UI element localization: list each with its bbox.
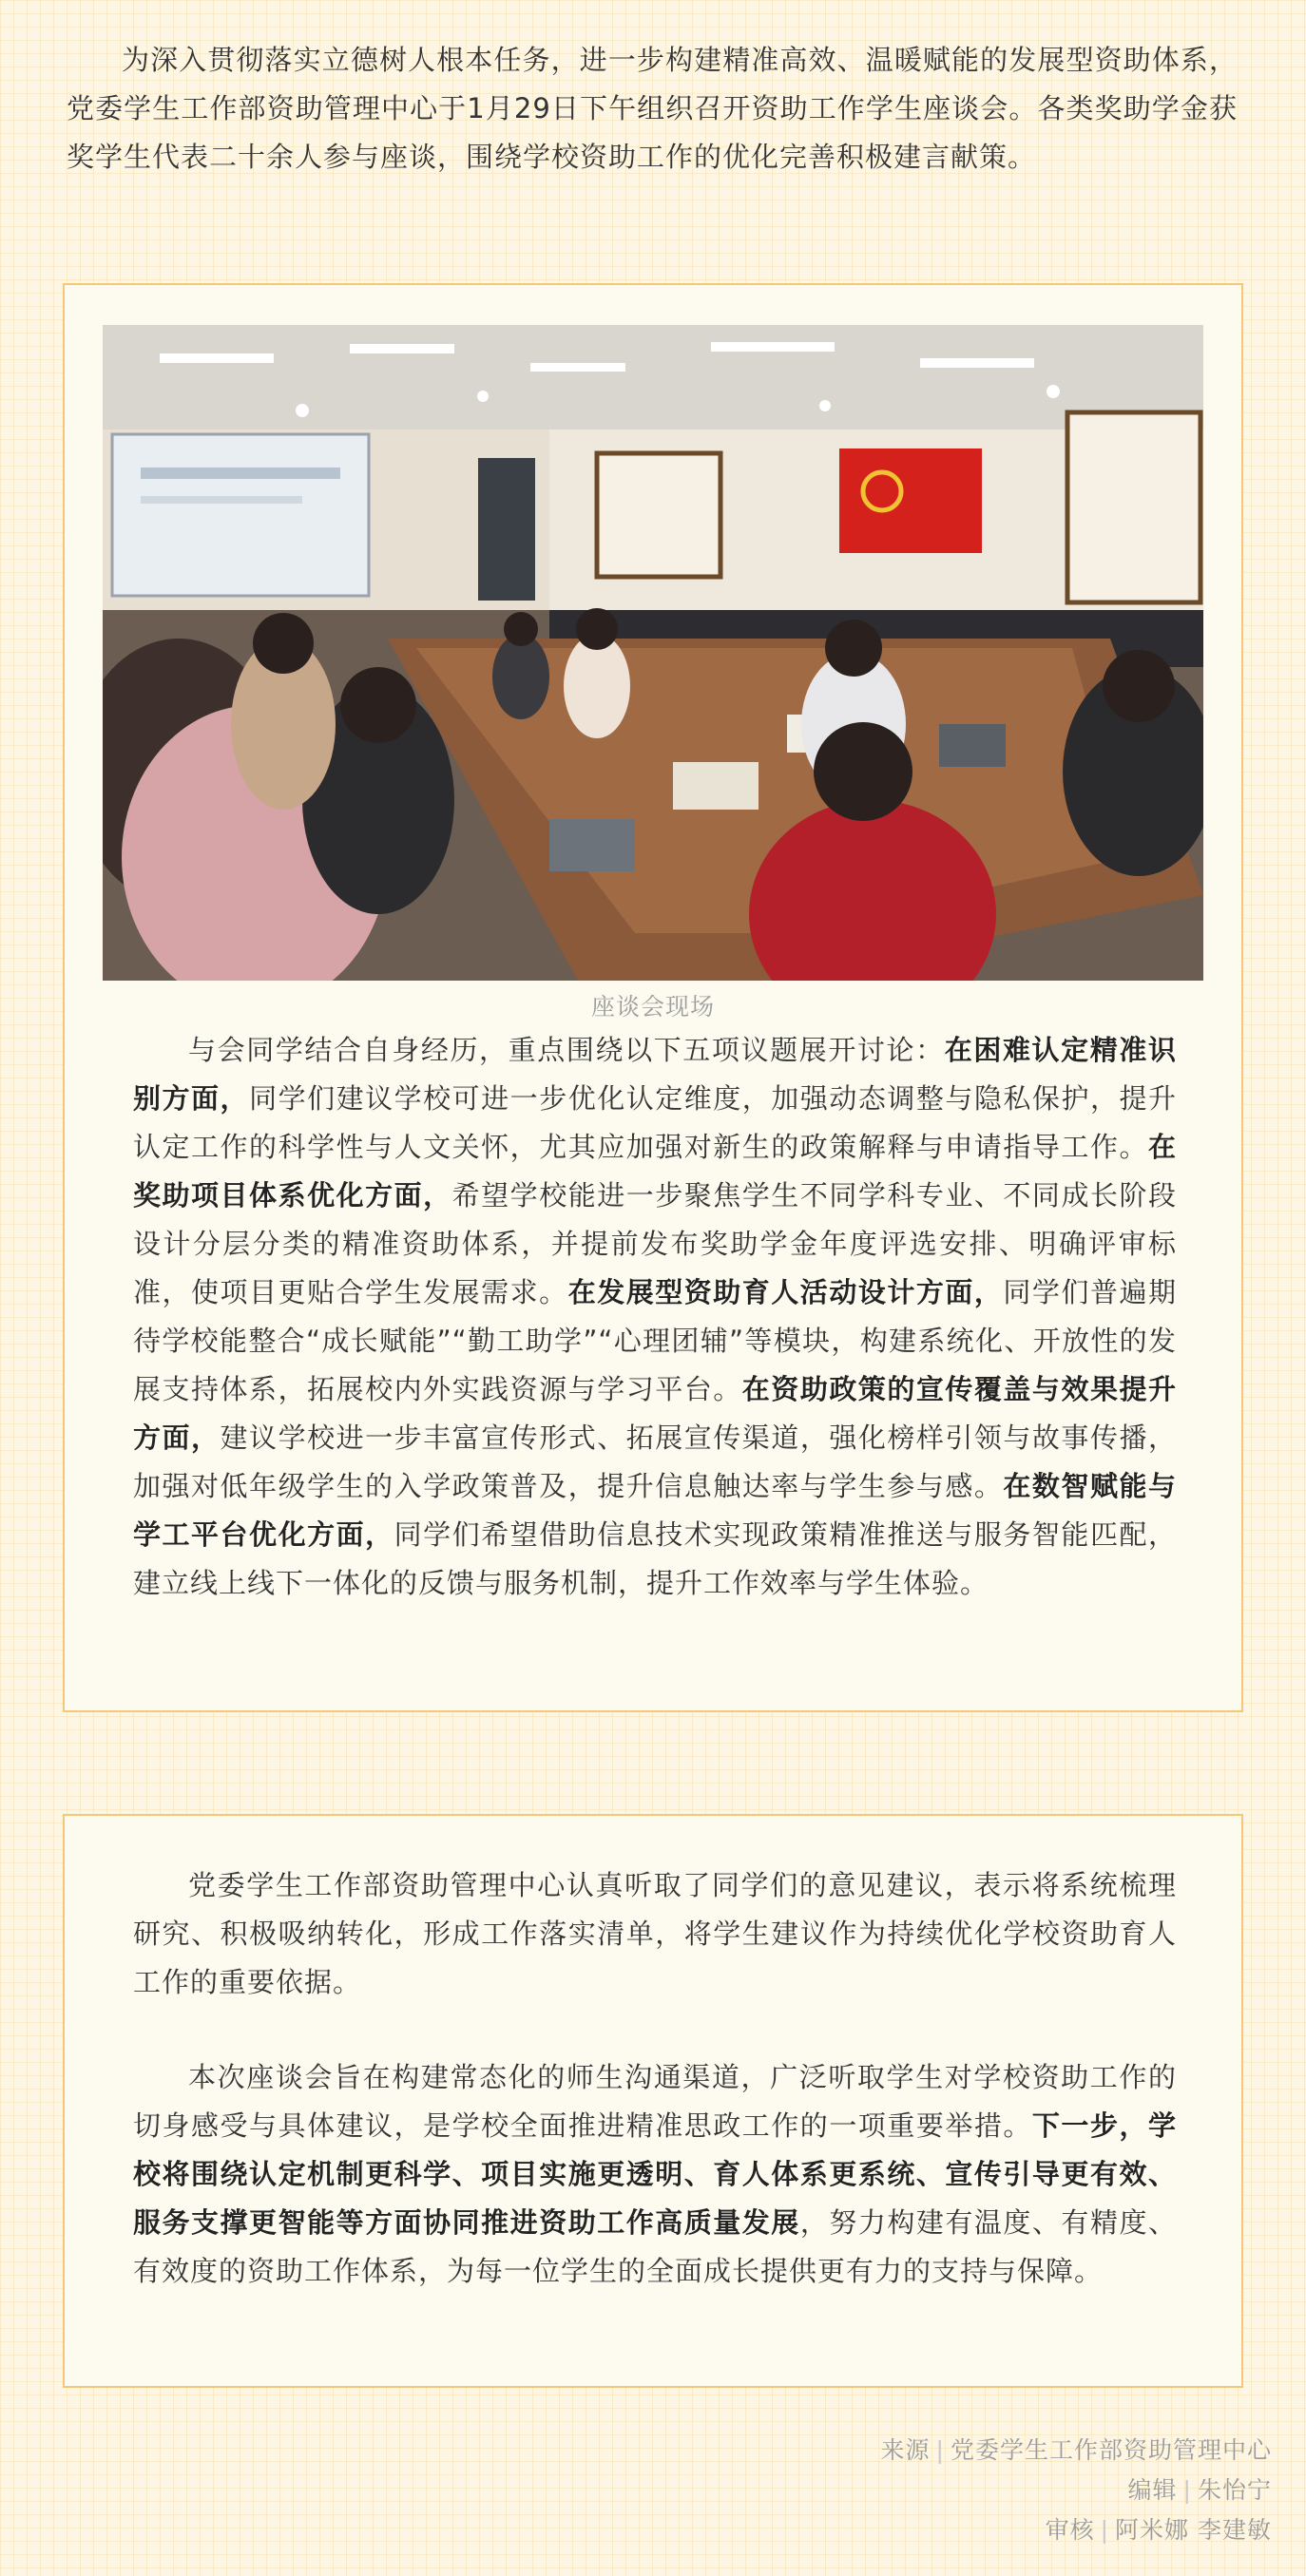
- closing-card: [63, 1814, 1243, 2388]
- topic-heading-program-system: 在奖助项目体系优化方面，: [133, 1131, 1177, 1212]
- credits: [881, 2431, 1272, 2550]
- topic-text-development-activities: 同学们普遍期待学校能整合“成长赋能”“勤工助学”“心理团辅”等模块，构建系统化、开放性的发展支持体系，拓展校内外实践资源与学习平台。: [133, 1276, 1177, 1405]
- credit-editor-label: 编辑: [1127, 2476, 1178, 2504]
- closing-paragraph-2: [133, 2053, 1177, 2296]
- credit-editor-value: 朱怡宁: [1197, 2476, 1272, 2504]
- discussion-paragraph: [133, 1026, 1177, 1608]
- credit-reviewer-label: 审核: [1045, 2516, 1095, 2544]
- topic-heading-development-activities: 在发展型资助育人活动设计方面，: [567, 1276, 1004, 1308]
- photo-caption: 座谈会现场: [590, 993, 715, 1021]
- credit-separator: |: [935, 2436, 945, 2464]
- credit-source-label: 来源: [880, 2436, 931, 2464]
- credit-source: [881, 2431, 1272, 2471]
- closing-paragraph-2-intro: 本次座谈会旨在构建常态化的师生沟通渠道，广泛听取学生对学校资助工作的切身感受与具体建议，是学校全面推进精准思政工作的一项重要举措。: [133, 2061, 1177, 2142]
- intro-paragraph: 为深入贯彻落实立德树人根本任务，进一步构建精准高效、温暖赋能的发展型资助体系，党委学生工作部资助管理中心于1月29日下午组织召开资助工作学生座谈会。各类奖助学金获奖学生代表二十余人参与座谈，围绕学校资助工作的优化完善积极建言献策。: [67, 44, 1238, 173]
- meeting-photo: [103, 325, 1203, 981]
- topic-heading-policy-publicity: 在资助政策的宣传覆盖与效果提升方面，: [133, 1373, 1177, 1454]
- discussion-card: [63, 283, 1243, 1712]
- topic-text-identification: 同学们建议学校可进一步优化认定维度，加强动态调整与隐私保护，提升认定工作的科学性与人文关怀，尤其应加强对新生的政策解释与申请指导工作。: [133, 1082, 1177, 1163]
- topic-text-policy-publicity: 建议学校进一步丰富宣传形式、拓展宣传渠道，强化榜样引领与故事传播，加强对低年级学生的入学政策普及，提升信息触达率与学生参与感。: [133, 1422, 1177, 1502]
- closing-paragraph-1: 党委学生工作部资助管理中心认真听取了同学们的意见建议，表示将系统梳理研究、积极吸纳转化，形成工作落实清单，将学生建议作为持续优化学校资助育人工作的重要依据。: [133, 1869, 1177, 1998]
- credit-separator: |: [1182, 2476, 1192, 2504]
- discussion-lead: 与会同学结合自身经历，重点围绕以下五项议题展开讨论：: [188, 1034, 945, 1066]
- topic-text-digital-platform: 同学们希望借助信息技术实现政策精准推送与服务智能匹配，建立线上线下一体化的反馈与服务机制，提升工作效率与学生体验。: [133, 1518, 1177, 1599]
- closing-paragraph-2-highlight: 下一步，学校将围绕认定机制更科学、项目实施更透明、育人体系更系统、宣传引导更有效、服务支撑更智能等方面协同推进资助工作高质量发展: [133, 2109, 1177, 2239]
- closing-paragraph-2-end: ，努力构建有温度、有精度、有效度的资助工作体系，为每一位学生的全面成长提供更有力的支持与保障。: [133, 2206, 1177, 2287]
- credit-editor: [881, 2471, 1272, 2510]
- credit-reviewer-value: 阿米娜 李建敏: [1115, 2516, 1272, 2544]
- credit-reviewer: [881, 2510, 1272, 2550]
- topic-text-program-system: 希望学校能进一步聚焦学生不同学科专业、不同成长阶段设计分层分类的精准资助体系，并提前发布奖助学金年度评选安排、明确评审标准，使项目更贴合学生发展需求。: [133, 1179, 1177, 1308]
- topic-heading-digital-platform: 在数智赋能与学工平台优化方面，: [133, 1470, 1177, 1551]
- credit-source-value: 党委学生工作部资助管理中心: [950, 2436, 1272, 2464]
- credit-separator: |: [1100, 2516, 1110, 2544]
- topic-heading-identification: 在困难认定精准识别方面，: [133, 1034, 1177, 1115]
